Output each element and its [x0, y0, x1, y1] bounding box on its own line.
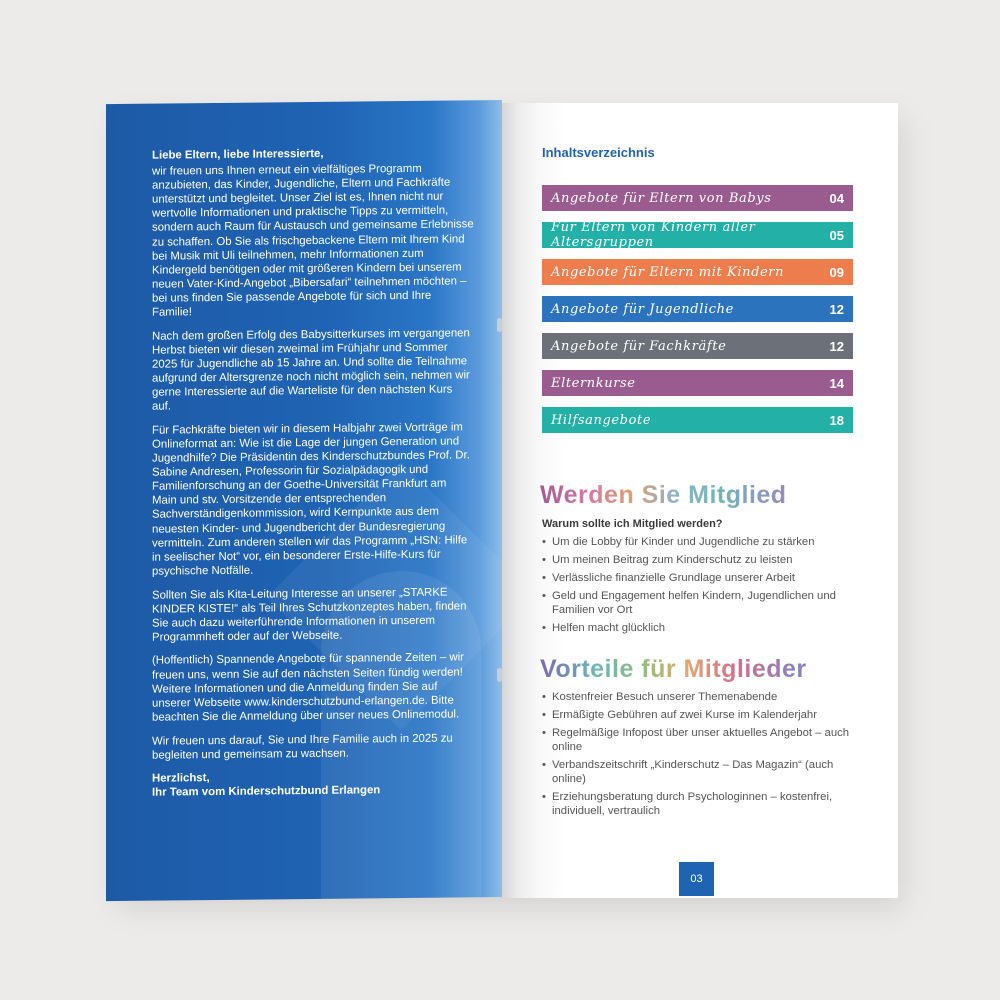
toc-item-label: Angebote für Fachkräfte: [551, 338, 727, 354]
toc-item-label: Angebote für Eltern von Babys: [551, 190, 772, 206]
list-item: • Verbandszeitschrift „Kinderschutz – Das Magazin“ (auch online): [542, 758, 862, 786]
toc-item[interactable]: [542, 259, 853, 285]
benefits-heading: Vorteile für Mitglieder: [540, 655, 807, 683]
letter-greeting: Liebe Eltern, liebe Interessierte,: [152, 147, 324, 162]
toc-item-label: Elternkurse: [551, 375, 636, 391]
letter-signature: Ihr Team vom Kinderschutzbund Erlangen: [152, 784, 381, 800]
member-question: Warum sollte ich Mitglied werden?: [542, 518, 723, 530]
toc-item-label: Angebote für Jugendliche: [551, 301, 734, 317]
toc-item[interactable]: [542, 222, 853, 248]
letter-paragraph: wir freuen uns Ihnen erneut ein vielfältiges Programm anzubieten, das Kinder, Jugendliche, Eltern und Fachkräfte unterstützt und begleitet. Unser Ziel ist es, Ihnen nicht nur wertvolle Informationen und praktische Tipps zu vermitteln, sondern auch Raum für Austausch und gemeinsame Erlebnisse zu schaffen. Ob Sie als frischgebackene Eltern mit Ihrem Kind bei Musik mit Uli teilnehmen, mehr Informationen zum Kindergeld benötigen oder mit größeren Kindern bei unserem neuen Vater-Kind-Angebot „Bibersafari“ teilnehmen möchten – bei uns finden Sie passende Angebote für sich und Ihre Familie!: [152, 162, 474, 319]
intro-letter: [152, 145, 474, 800]
toc-item-page: 05: [829, 227, 844, 243]
toc-item[interactable]: [542, 333, 853, 359]
toc-item[interactable]: [542, 185, 853, 211]
letter-paragraph: Wir freuen uns darauf, Sie und Ihre Familie auch in 2025 zu begleiten und gemeinsam zu wachsen.: [152, 732, 453, 762]
letter-paragraph: Für Fachkräfte bieten wir in diesem Halbjahr zwei Vorträge im Onlineformat an: Wie ist die Lage der jungen Generation und Jugendhilfe? Die Präsidentin des Kinderschutzbundes Prof. Dr. Sabine Andresen, Professorin für Sozialpädagogik und Familienforschung an der Goethe-Universität Frankfurt am Main und stv. Vorsitzende der entsprechenden Sachverständigenkommission, wird Kernpunkte aus dem neuesten Kinder- und Jugendbericht der Bundesregierung vermitteln. Zum anderen stellen wir das Programm „HSN: Hilfe in seelischer Not“ vor, ein besonderer Erste-Hilfe-Kurs für psychische Notfälle.: [152, 421, 470, 578]
list-item: • Regelmäßige Infopost über unser aktuelles Angebot – auch online: [542, 726, 862, 754]
member-heading: Werden Sie Mitglied: [540, 481, 787, 509]
toc-item[interactable]: [542, 296, 853, 322]
right-page: [502, 103, 898, 898]
toc-item-page: 18: [829, 412, 844, 428]
toc-item-label: Angebote für Eltern mit Kindern: [551, 264, 785, 280]
list-item: • Kostenfreier Besuch unserer Themenabende: [542, 690, 862, 704]
list-item: • Verlässliche finanzielle Grundlage unserer Arbeit: [542, 571, 862, 585]
list-item: • Geld und Engagement helfen Kindern, Jugendlichen und Familien vor Ort: [542, 589, 862, 617]
toc-item-page: 12: [829, 301, 844, 317]
list-item: • Ermäßigte Gebühren auf zwei Kurse im Kalenderjahr: [542, 708, 862, 722]
list-item: • Um die Lobby für Kinder und Jugendliche zu stärken: [542, 535, 862, 549]
letter-paragraph: (Hoffentlich) Spannende Angebote für spannende Zeiten – wir freuen uns, wenn Sie auf den nächsten Seiten fündig werden! Weitere Informationen und die Anmeldung finden Sie auf unserer Webseite www.kinderschutzbund-erlangen.de. Bitte beachten Sie die Anmeldung über unser neues Onlinemodul.: [152, 651, 464, 724]
letter-closing: Herzlichst,: [152, 772, 210, 785]
toc-item-label: Für Eltern von Kindern aller Altersgruppen: [551, 220, 756, 250]
toc-item[interactable]: [542, 407, 853, 433]
toc-item[interactable]: [542, 370, 853, 396]
benefits-list: [542, 690, 862, 822]
member-reasons-list: [542, 535, 862, 639]
toc-item-page: 12: [829, 338, 844, 354]
page-number: 03: [679, 862, 714, 896]
toc-item-page: 04: [829, 190, 844, 206]
letter-paragraph: Sollten Sie als Kita-Leitung Interesse an unserer „STARKE KINDER KISTE!“ als Teil Ihres Schutzkonzeptes haben, finden Sie auch dazu weiterführende Informationen in unserem Programmheft oder auf der Webseite.: [152, 586, 467, 644]
list-item: • Erziehungsberatung durch Psychologinnen – kostenfrei, individuell, vertraulich: [542, 790, 862, 818]
list-item: • Helfen macht glücklich: [542, 621, 862, 635]
toc-item-page: 14: [829, 375, 844, 391]
letter-paragraph: Nach dem großen Erfolg des Babysitterkurses im vergangenen Herbst bieten wir diesen zweimal im Frühjahr und Sommer 2025 für Jugendliche ab 15 Jahre an. Und sollte die Teilnahme aufgrund der Altersgrenze noch nicht möglich sein, nehmen wir gerne Interessierte auf die Warteliste für den nächsten Kurs auf.: [152, 327, 470, 413]
toc-item-page: 09: [829, 264, 844, 280]
toc-title: Inhaltsverzeichnis: [542, 145, 655, 160]
toc-item-label: Hilfsangebote: [551, 412, 652, 428]
list-item: • Um meinen Beitrag zum Kinderschutz zu leisten: [542, 553, 862, 567]
left-page: [106, 100, 502, 901]
